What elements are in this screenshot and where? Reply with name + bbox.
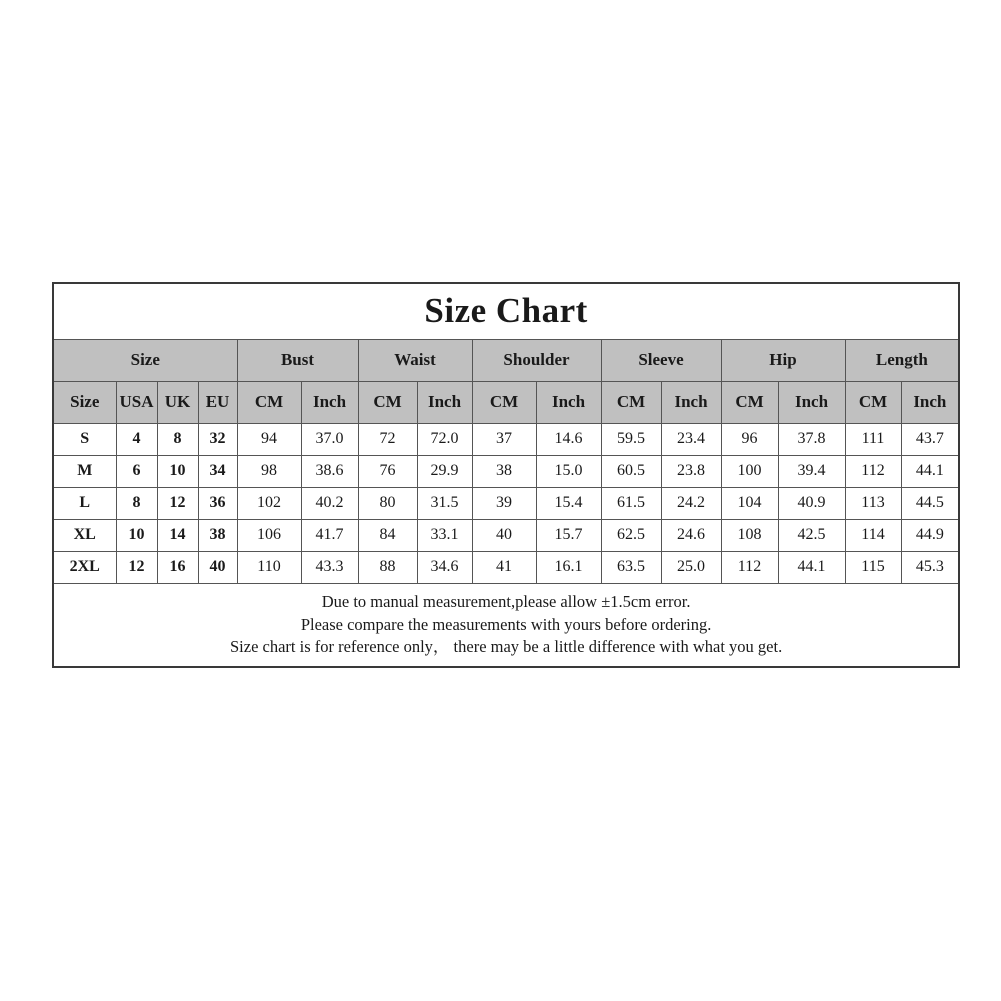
measurement-cell: 42.5 [778,519,845,551]
measurement-notes [53,583,959,667]
column-header: Inch [536,381,601,423]
size-label-cell: M [53,455,116,487]
measurement-cell: 94 [237,423,301,455]
group-header-waist: Waist [358,339,472,381]
measurement-cell: 112 [845,455,901,487]
measurement-cell: 38 [472,455,536,487]
measurement-cell: 29.9 [417,455,472,487]
column-header: Inch [417,381,472,423]
group-header-row [53,339,959,381]
measurement-cell: 62.5 [601,519,661,551]
measurement-cell: 23.4 [661,423,721,455]
measurement-cell: 10 [157,455,198,487]
measurement-cell: 84 [358,519,417,551]
measurement-cell: 45.3 [901,551,959,583]
measurement-cell: 72 [358,423,417,455]
measurement-cell: 102 [237,487,301,519]
measurement-cell: 98 [237,455,301,487]
measurement-cell: 38 [198,519,237,551]
measurement-cell: 39.4 [778,455,845,487]
measurement-cell: 34.6 [417,551,472,583]
column-header: CM [358,381,417,423]
measurement-cell: 40 [198,551,237,583]
measurement-cell: 111 [845,423,901,455]
measurement-cell: 76 [358,455,417,487]
measurement-cell: 23.8 [661,455,721,487]
measurement-cell: 12 [157,487,198,519]
note-line: Please compare the measurements with yours before ordering. [300,614,712,634]
table-row-size-m [53,455,959,487]
size-label-cell: L [53,487,116,519]
measurement-cell: 40 [472,519,536,551]
table-row-size-xl [53,519,959,551]
column-header: Inch [778,381,845,423]
measurement-cell: 10 [116,519,157,551]
measurement-cell: 104 [721,487,778,519]
measurement-cell: 40.2 [301,487,358,519]
measurement-cell: 41.7 [301,519,358,551]
column-header: UK [157,381,198,423]
note-line: Due to manual measurement,please allow ±1.5cm error. [321,592,691,611]
measurement-cell: 24.6 [661,519,721,551]
measurement-cell: 112 [721,551,778,583]
measurement-cell: 33.1 [417,519,472,551]
measurement-cell: 80 [358,487,417,519]
column-header: EU [198,381,237,423]
size-chart-table [52,282,960,668]
measurement-cell: 36 [198,487,237,519]
measurement-cell: 15.4 [536,487,601,519]
measurement-cell: 44.9 [901,519,959,551]
size-label-cell: 2XL [53,551,116,583]
measurement-cell: 40.9 [778,487,845,519]
measurement-cell: 32 [198,423,237,455]
measurement-cell: 43.3 [301,551,358,583]
measurement-cell: 110 [237,551,301,583]
measurement-cell: 113 [845,487,901,519]
measurement-cell: 8 [116,487,157,519]
group-header-bust: Bust [237,339,358,381]
measurement-cell: 15.7 [536,519,601,551]
column-header: Inch [901,381,959,423]
size-label-cell: XL [53,519,116,551]
measurement-cell: 16.1 [536,551,601,583]
column-header: CM [472,381,536,423]
measurement-cell: 43.7 [901,423,959,455]
note-line: Size chart is for reference only， there may be a little difference with what you get. [229,637,783,656]
measurement-cell: 24.2 [661,487,721,519]
measurement-cell: 100 [721,455,778,487]
measurement-cell: 59.5 [601,423,661,455]
group-header-hip: Hip [721,339,845,381]
measurement-cell: 61.5 [601,487,661,519]
measurement-cell: 44.1 [778,551,845,583]
measurement-cell: 37.0 [301,423,358,455]
page-title: Size Chart [53,283,959,339]
measurement-cell: 115 [845,551,901,583]
notes-row [53,583,959,667]
measurement-cell: 37.8 [778,423,845,455]
column-header: CM [237,381,301,423]
column-header: Inch [301,381,358,423]
measurement-cell: 25.0 [661,551,721,583]
table-row-size-s [53,423,959,455]
column-header: Size [53,381,116,423]
measurement-cell: 63.5 [601,551,661,583]
column-header-row [53,381,959,423]
size-chart-panel [52,282,958,668]
group-header-length: Length [845,339,959,381]
measurement-cell: 44.1 [901,455,959,487]
measurement-cell: 106 [237,519,301,551]
group-header-size: Size [53,339,237,381]
title-row [53,283,959,339]
measurement-cell: 41 [472,551,536,583]
measurement-cell: 72.0 [417,423,472,455]
measurement-cell: 37 [472,423,536,455]
measurement-cell: 38.6 [301,455,358,487]
measurement-cell: 12 [116,551,157,583]
table-row-size-2xl [53,551,959,583]
measurement-cell: 108 [721,519,778,551]
measurement-cell: 15.0 [536,455,601,487]
column-header: Inch [661,381,721,423]
measurement-cell: 8 [157,423,198,455]
group-header-shoulder: Shoulder [472,339,601,381]
measurement-cell: 96 [721,423,778,455]
column-header: CM [721,381,778,423]
table-row-size-l [53,487,959,519]
measurement-cell: 16 [157,551,198,583]
size-label-cell: S [53,423,116,455]
measurement-cell: 14.6 [536,423,601,455]
column-header: CM [845,381,901,423]
measurement-cell: 44.5 [901,487,959,519]
measurement-cell: 88 [358,551,417,583]
measurement-cell: 34 [198,455,237,487]
measurement-cell: 14 [157,519,198,551]
column-header: USA [116,381,157,423]
measurement-cell: 6 [116,455,157,487]
measurement-cell: 31.5 [417,487,472,519]
column-header: CM [601,381,661,423]
measurement-cell: 39 [472,487,536,519]
measurement-cell: 4 [116,423,157,455]
measurement-cell: 114 [845,519,901,551]
measurement-cell: 60.5 [601,455,661,487]
group-header-sleeve: Sleeve [601,339,721,381]
